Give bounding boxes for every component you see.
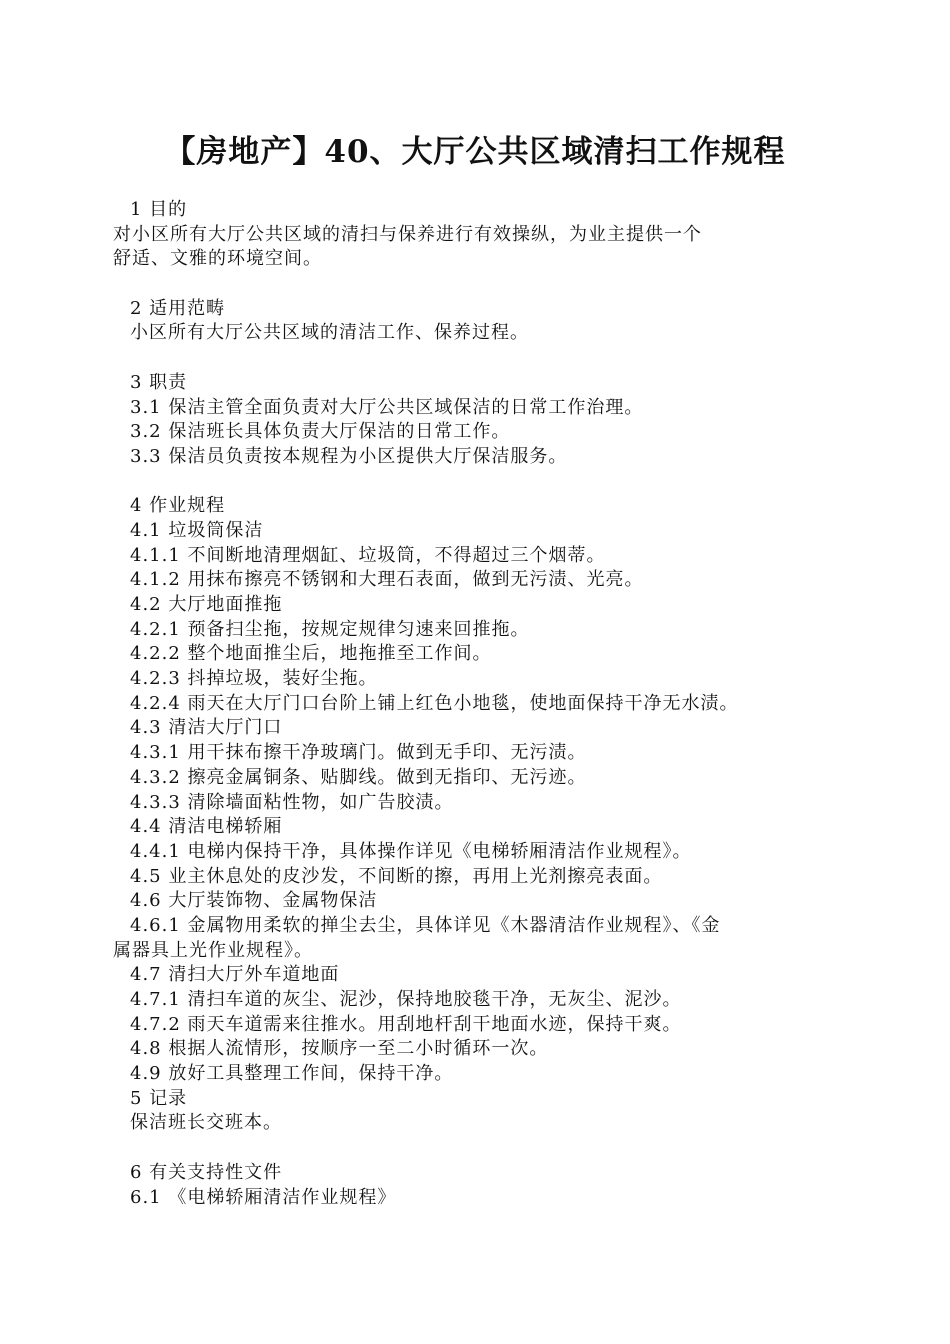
section-heading-procedures: 4 作业规程 (130, 495, 226, 517)
list-item: 4.7.1 清扫车道的灰尘、泥沙，保持地胶毯干净，无灰尘、泥沙。 (130, 989, 682, 1010)
section-heading-scope: 2 适用范畴 (130, 297, 226, 319)
list-item: 4.2 大厅地面推拖 (130, 594, 283, 615)
list-item: 4.3.1 用干抹布擦干净玻璃门。做到无手印、无污渍。 (130, 742, 587, 764)
list-item: 4.2.2 整个地面推尘后，地拖推至工作间。 (130, 643, 492, 665)
document-title: 【房地产】40、大厅公共区域清扫工作规程 (164, 134, 786, 170)
section-heading-responsibilities: 3 职责 (130, 371, 188, 393)
list-item-continuation: 属器具上光作业规程》。 (113, 939, 313, 961)
list-item: 4.4.1 电梯内保持干净，具体操作详见《电梯轿厢清洁作业规程》。 (130, 840, 692, 862)
paragraph-line: 小区所有大厅公共区域的清洁工作、保养过程。 (130, 322, 529, 344)
list-item: 4.7.2 雨天车道需来往推水。用刮地杆刮干地面水迹，保持干爽。 (130, 1013, 682, 1035)
paragraph-line: 舒适、文雅的环境空间。 (113, 248, 322, 270)
document-body (113, 198, 838, 1210)
list-item: 3.3 保洁员负责按本规程为小区提供大厅保洁服务。 (130, 445, 568, 467)
paragraph-line: 保洁班长交班本。 (130, 1112, 282, 1134)
list-item: 4.1.2 用抹布擦亮不锈钢和大理石表面，做到无污渍、光亮。 (130, 569, 644, 591)
section-heading-purpose: 1 目的 (130, 199, 188, 220)
section-heading-records: 5 记录 (130, 1087, 188, 1109)
list-item: 4.7 清扫大厅外车道地面 (130, 964, 340, 986)
list-item: 4.6 大厅装饰物、金属物保洁 (130, 890, 378, 912)
list-item: 4.2.4 雨天在大厅门口台阶上铺上红色小地毯，使地面保持干净无水渍。 (130, 692, 739, 714)
list-item: 4.8 根据人流情形，按顺序一至二小时循环一次。 (130, 1038, 549, 1060)
paragraph-line: 对小区所有大厅公共区域的清扫与保养进行有效操纵，为业主提供一个 (113, 223, 702, 245)
list-item: 6.1 《电梯轿厢清洁作业规程》 (130, 1186, 397, 1208)
list-item: 4.3.3 清除墙面粘性物，如广告胶渍。 (130, 791, 454, 813)
list-item: 4.1 垃圾筒保洁 (130, 519, 264, 541)
list-item: 4.3 清洁大厅门口 (130, 717, 283, 739)
list-item: 4.1.1 不间断地清理烟缸、垃圾筒，不得超过三个烟蒂。 (130, 544, 606, 566)
list-item: 4.9 放好工具整理工作间，保持干净。 (130, 1063, 454, 1085)
list-item: 3.1 保洁主管全面负责对大厅公共区域保洁的日常工作治理。 (130, 396, 644, 418)
list-item: 4.5 业主休息处的皮沙发，不间断的擦，再用上光剂擦亮表面。 (130, 865, 663, 887)
section-heading-supporting-docs: 6 有关支持性文件 (130, 1161, 283, 1183)
list-item: 4.2.1 预备扫尘拖，按规定规律匀速来回推拖。 (130, 618, 530, 640)
list-item: 4.4 清洁电梯轿厢 (130, 816, 283, 838)
list-item: 4.6.1 金属物用柔软的掸尘去尘，具体详见《木器清洁作业规程》、《金 (130, 914, 721, 936)
list-item: 4.2.3 抖掉垃圾，装好尘拖。 (130, 668, 378, 690)
list-item: 4.3.2 擦亮金属铜条、贴脚线。做到无指印、无污迹。 (130, 766, 587, 788)
list-item: 3.2 保洁班长具体负责大厅保洁的日常工作。 (130, 421, 511, 443)
